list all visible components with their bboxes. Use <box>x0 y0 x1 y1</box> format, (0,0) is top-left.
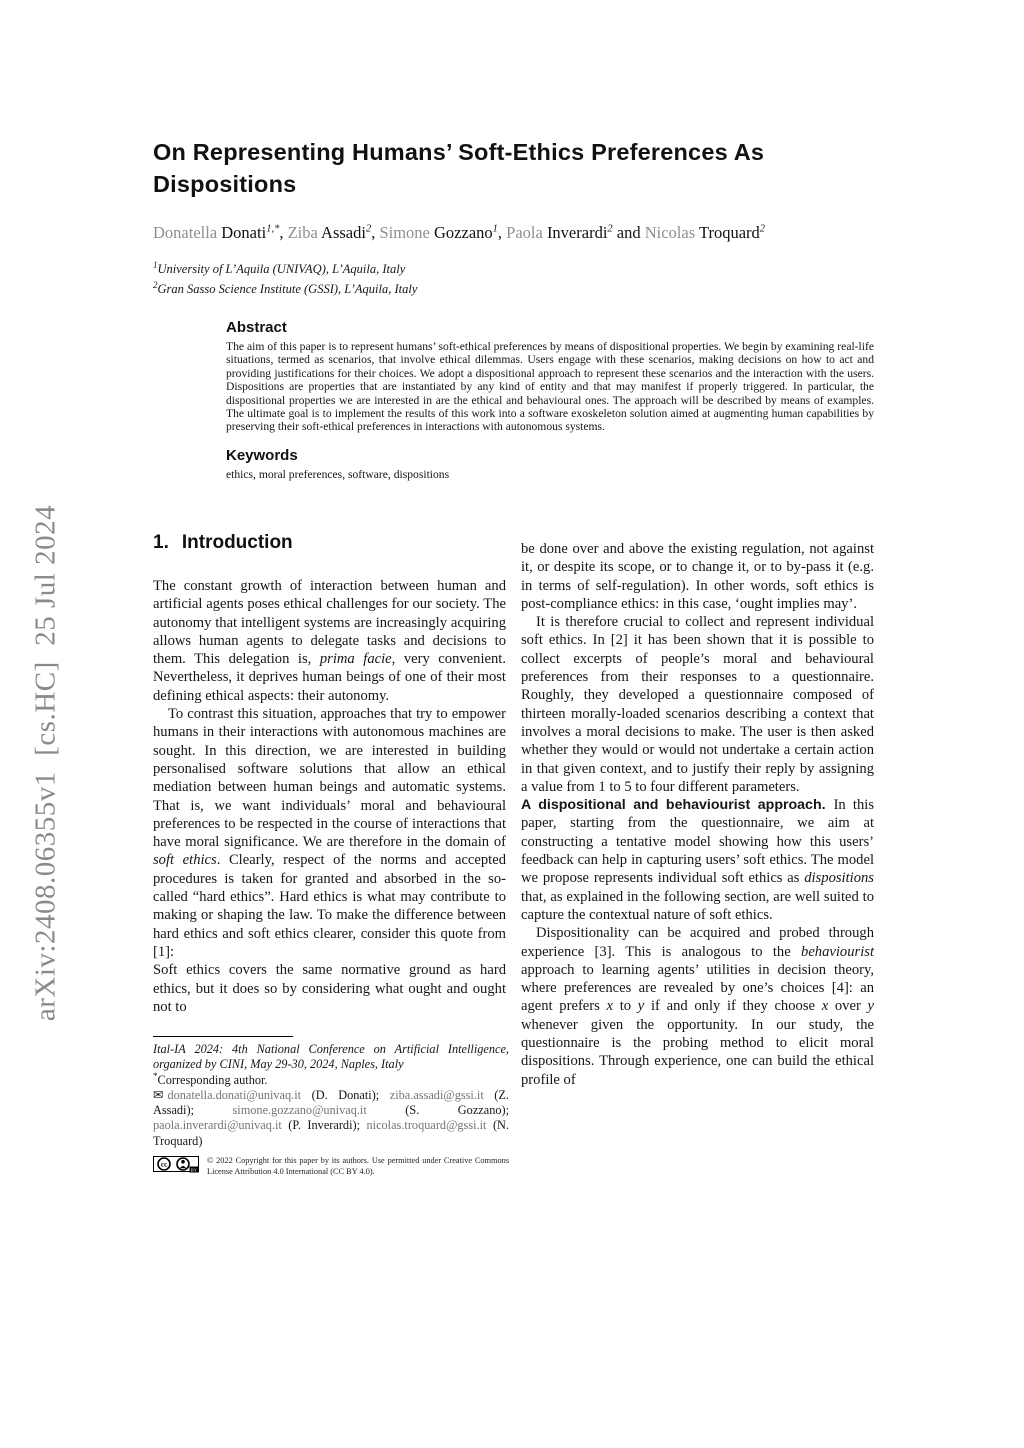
email-link[interactable]: ziba.assadi@gssi.it <box>389 1087 484 1102</box>
email-link[interactable]: simone.gozzano@univaq.it <box>232 1103 367 1118</box>
section-heading-introduction <box>153 532 293 554</box>
envelope-icon: ✉ <box>153 1087 164 1102</box>
affiliation: $^2$Gran Sasso Science Institute (GSSI), L’Aquila, Italy <box>153 279 418 296</box>
section-number: 1. <box>153 532 169 553</box>
paragraph: To contrast this situation, approaches that try to empower humans in their interactions with autonomous machines are sought. In this direction, we are interested in building personalised software solutions that allow an ethical mediation between human beings and automatic systems. That is, we want individuals’ moral and behavioural preferences to be respected in the course of interactions that have moral significance. We are therefore in the domain of soft ethics. Clearly, respect of the norms and accepted procedures is taken for granted and absorbed in the so-called “hard ethics”. Hard ethics is what may contribute to making or shaping the law. To make the difference between hard ethics and soft ethics clearer, consider this quote from [1]: <box>153 706 506 960</box>
email-link[interactable]: donatella.donati@univaq.it <box>167 1087 302 1102</box>
cc-by-license-icon <box>153 1156 199 1177</box>
abstract-section <box>226 319 874 481</box>
copyright-notice: © 2022 Copyright for this paper by its authors. Use permitted under Creative Commons License Attribution 4.0 International (CC BY 4.0). <box>207 1156 509 1176</box>
paragraph: The constant growth of interaction between human and artificial agents poses ethical challenges for our society. The autonomy that intelligent systems are increasingly acquiring allows human agents to delegate tasks and decisions to them. This delegation is, prima facie, very convenient. Nevertheless, it deprives human beings of one of their most defining ethical aspects: their autonomy. <box>153 578 506 704</box>
corresponding-author-note: *Corresponding author. <box>153 1070 268 1087</box>
email-owner: (D. Donati); <box>301 1087 390 1102</box>
affiliations <box>153 259 875 299</box>
email-owner: (Z. Assadi); <box>153 1087 509 1118</box>
author-name: Nicolas Troquard$^2$ <box>644 223 766 242</box>
email-owner: (N. Troquard) <box>153 1118 509 1148</box>
svg-text:BY: BY <box>190 1167 198 1173</box>
author-name: Paola Inverardi$^2$ <box>506 223 613 242</box>
paragraph: A dispositional and behaviourist approach. In this paper, starting from the questionnaire, we aim at constructing a tentative model showing how this users’ feedback can help in capturing users’ soft ethics. The model we propose represents individual soft ethics as dispositions that, as explained in the following section, are well suited to capture the contextual nature of soft ethics. <box>521 797 875 923</box>
affiliation: $^1$University of L’Aquila (UNIVAQ), L’Aquila, Italy <box>153 259 406 276</box>
right-column <box>521 540 874 1089</box>
email-link[interactable]: nicolas.troquard@gssi.it <box>366 1118 487 1133</box>
footnote-block <box>153 1036 509 1177</box>
paper-title: On Representing Humans’ Soft-Ethics Preferences As Dispositions <box>153 139 765 197</box>
blockquote: Soft ethics covers the same normative ground as hard ethics, but it does so by considering what ought and ought not to <box>153 962 506 1015</box>
blockquote: be done over and above the existing regulation, not against it, or despite its scope, or to change it, or to by-pass it (e.g. in terms of self-regulation). In other words, soft ethics is post-compliance ethics: in this case, ‘ought implies may’. <box>521 541 874 612</box>
asterisk-marker: * <box>153 1070 158 1081</box>
email-owner: (P. Inverardi); <box>281 1118 367 1133</box>
email-list <box>153 1088 509 1149</box>
email-owner: (S. Gozzano); <box>366 1103 509 1118</box>
author-line: Donatella Donati$^{1,*}$, Ziba Assadi$^2$, Simone Gozzano$^1$, Paola Inverardi$^2$ and Nicolas Troquard$^2$ <box>153 223 766 242</box>
conference-note: Ital-IA 2024: 4th National Conference on Artificial Intelligence, organized by CINI, May 29-30, 2024, Naples, Italy <box>153 1042 509 1072</box>
paragraph: It is therefore crucial to collect and represent individual soft ethics. In [2] it has been shown that it is possible to collect excerpts of people’s moral and behavioural preferences from their responses to a questionnaire. Roughly, they developed a questionnaire composed of thirteen morally-loaded scenarios describing a context that involves a moral decisions to make. The user is then asked whether they would or would not undertake a certain action in that given context, and to justify their reply by assigning a value from 1 to 5 to four different parameters. <box>521 614 874 795</box>
copyright-row <box>153 1156 509 1177</box>
author-name: Ziba Assadi$^2$ <box>287 223 372 242</box>
abstract-heading: Abstract <box>226 319 287 336</box>
arxiv-watermark: arXiv:2408.06355v1 [cs.HC] 25 Jul 2024 <box>29 504 62 1022</box>
keywords-text: ethics, moral preferences, software, dispositions <box>226 467 450 481</box>
author-name: Donatella Donati$^{1,*}$ <box>153 223 280 242</box>
paragraph-heading: A dispositional and behaviourist approach. <box>521 797 826 814</box>
keywords-heading: Keywords <box>226 446 298 464</box>
left-column <box>153 577 506 1016</box>
abstract-text: The aim of this paper is to represent humans’ soft-ethical preferences by means of dispositional properties. We begin by examining real-life situations, termed as scenarios, that involve ethical dilemmas. Users engage with these scenarios, making decisions on how to act and providing justifications for their choices. We adopt a dispositional approach to represent these scenarios and the interaction with the users. Dispositions are properties that are instantiated by any kind of entity and that may manifest if properly triggered. In particular, the dispositional properties we are interested in are the ethical and behavioural ones. The approach will be described by means of examples. The ultimate goal is to implement the results of this work into a software exoskeleton solution aimed at augmenting human capabilities by preserving their soft-ethical preferences in interactions with autonomous systems. <box>226 340 874 434</box>
email-link[interactable]: paola.inverardi@univaq.it <box>153 1118 282 1133</box>
section-title: Introduction <box>181 532 293 553</box>
author-name: Simone Gozzano$^1$ <box>379 223 498 242</box>
paragraph: Dispositionality can be acquired and probed through experience [3]. This is analogous to the behaviourist approach to learning agents’ utilities in decision theory, where preferences are revealed by one’s choices [4]: an agent prefers x to y if and only if they choose x over y whenever given the opportunity. In our study, the questionnaire is the probing method to elicit moral dispositions. Through experience, one can build the ethical profile of <box>521 925 874 1088</box>
footnote-rule <box>153 1036 293 1037</box>
svg-text:cc: cc <box>160 1160 168 1169</box>
